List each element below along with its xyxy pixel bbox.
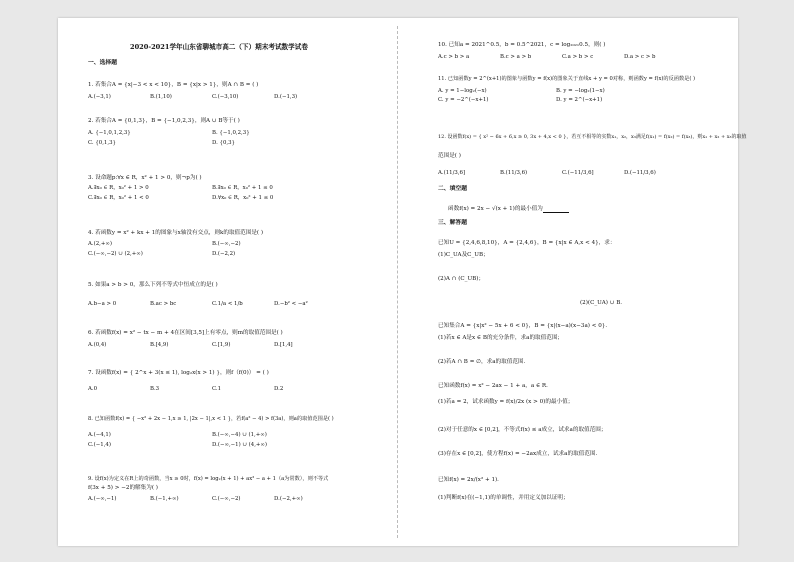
q10-option-d: D.a > c > b <box>624 54 656 60</box>
q13-answer-blank <box>543 207 569 213</box>
q14-part-1: (1)C_UA及C_UB； <box>438 252 489 258</box>
q10-option-b: B.c > a > b <box>500 54 532 60</box>
q11-option-c: C. y = −2^(−x+1) <box>438 97 489 103</box>
q1-stem: 1. 若集合A = {x|−3 < x < 10}，B = {x|x > 1}，则A ∩ B = ( ) <box>88 82 259 88</box>
q15-part-1: (1)若x ∈ A是x ∈ B的充分条件，求a的取值范围； <box>438 335 564 341</box>
q10-option-a: A.c > b > a <box>438 54 470 60</box>
q8-option-a: A.(−4,1) <box>88 432 111 438</box>
q12-option-c: C.(−11/3,6] <box>562 170 594 176</box>
q9-stem: 9. 设f(x)为定义在R上的奇函数，当x ≥ 0时，f(x) = log₂(x + 1) + ax² − a + 1（a为常数），则不等式 <box>88 476 329 482</box>
q7-option-c: C.1 <box>212 386 222 392</box>
q10-stem: 10. 已知a = 2021^0.5，b = 0.5^2021，c = log₂₀₂₁0.5，则( ) <box>438 42 606 48</box>
q6-option-c: C.[1,9) <box>212 342 231 348</box>
q12-stem: 12. 设函数f(x) = { x² − 6x + 6,x ≥ 0, 3x + 4,x < 0 }，若互不相等的实数x₁，x₂，x₃满足f(x₁) = f(x₂) = f(x₃)，则x₁ + x₂ + x₃的取值 <box>438 134 747 140</box>
q4-option-b: B.(−∞,−2) <box>212 241 241 247</box>
q12-option-b: B.(11/3,6) <box>500 170 528 176</box>
q7-option-b: B.3 <box>150 386 160 392</box>
q3-option-b: B.∃x₀ ∈ R，x₀² + 1 ≤ 0 <box>212 185 273 191</box>
q13-stem <box>448 206 569 213</box>
q14-stem: 已知U = {2,4,6,8,10}，A = {2,4,6}，B = {x|x ∈ A,x < 4}，求： <box>438 240 616 246</box>
q7-stem: 7. 设函数f(x) = { 2^x + 3(x ≤ 1), log₂x(x > 1) }，则f（f(0)） = ( ) <box>88 370 269 376</box>
q9-option-d: D.(−2,+∞) <box>274 496 303 502</box>
q6-option-a: A.(0,4) <box>88 342 107 348</box>
q4-option-c: C.(−∞,−2) ∪ (2,+∞) <box>88 251 143 257</box>
q14-part-2: (2)A ∩ (C_UB)； <box>438 276 485 282</box>
q3-option-c: C.∃x₀ ∈ R，x₀² + 1 < 0 <box>88 195 149 201</box>
q11-option-d: D. y = 2^(−x+1) <box>556 97 603 103</box>
q8-option-d: D.(−∞,−1) ∪ (4,+∞) <box>212 442 268 448</box>
q3-stem: 3. 设命题p:∀x ∈ R，x² + 1 > 0，则¬p为( ) <box>88 175 202 181</box>
q14-part-3: (2)(C_UA) ∪ B. <box>580 300 623 306</box>
q9-option-c: C.(−∞,−2) <box>212 496 241 502</box>
q6-option-d: D.[1,4] <box>274 342 293 348</box>
q12-stem-2: 范围是( ) <box>438 153 461 159</box>
q2-stem: 2. 若集合A = {0,1,3}，B = {−1,0,2,3}，则A ∪ B等于( ) <box>88 118 240 124</box>
q10-option-c: C.a > b > c <box>562 54 594 60</box>
q4-option-d: D.(−2,2) <box>212 251 236 257</box>
q9-stem-2: f(3x + 5) > −2的解集为( ) <box>88 485 158 491</box>
section-choice: 一、选择题 <box>88 60 117 66</box>
q8-stem: 8. 已知函数f(x) = { −x² + 2x − 1,x ≥ 1, |2x − 1|,x < 1 }，若f(a² − 4) > f(3a)，则a的取值范围是( ) <box>88 416 334 422</box>
section-fill: 二、填空题 <box>438 186 467 192</box>
q17-stem: 已知f(x) = 2x/(x² + 1)． <box>438 477 503 483</box>
q11-option-b: B. y = −log₂(1−x) <box>556 88 605 94</box>
q1-option-d: D.(−1,3) <box>274 94 298 100</box>
q8-option-b: B.(−∞,−4) ∪ (1,+∞) <box>212 432 267 438</box>
section-answer: 三、解答题 <box>438 220 467 226</box>
column-divider <box>397 26 398 538</box>
q1-option-c: C.(−3,10) <box>212 94 239 100</box>
q12-option-d: D.(−11/3,6) <box>624 170 656 176</box>
q1-option-b: B.(1,10) <box>150 94 172 100</box>
q3-option-a: A.∃x₀ ∈ R，x₀² + 1 > 0 <box>88 185 149 191</box>
q2-option-c: C. {0,1,3} <box>88 140 116 146</box>
q13-text: 函数f(x) = 2x − √(x + 1)的最小值为 <box>448 206 543 212</box>
right-column <box>408 18 747 546</box>
q16-part-1: (1)若a = 2，试求函数y = f(x)/2x (x > 0)的最小值； <box>438 399 574 405</box>
q2-option-a: A. {−1,0,1,2,3} <box>88 130 131 136</box>
q4-option-a: A.(2,+∞) <box>88 241 112 247</box>
q5-option-d: D.−b² < −a² <box>274 301 308 307</box>
q9-option-a: A.(−∞,−1) <box>88 496 117 502</box>
q16-part-2: (2)对于任意的x ∈ [0,2]，不等式f(x) ≤ a成立，试求a的取值范围； <box>438 427 607 433</box>
q12-option-a: A.(11/3,6] <box>438 170 466 176</box>
q11-option-a: A. y = 1−log₂(−x) <box>438 88 487 94</box>
q17-part-1: (1)判断f(x)在(−1,1)的单调性，并用定义加以证明； <box>438 495 569 501</box>
q1-option-a: A.(−3,1) <box>88 94 111 100</box>
q9-option-b: B.(−1,+∞) <box>150 496 179 502</box>
left-column <box>58 18 388 546</box>
q5-option-b: B.ac > bc <box>150 301 177 307</box>
q15-stem: 已知集合A = {x|x² − 5x + 6 < 0}，B = {x|(x−a)(x−3a) < 0}． <box>438 323 611 329</box>
q5-option-c: C.1/a < 1/b <box>212 301 243 307</box>
q8-option-c: C.(−1,4) <box>88 442 111 448</box>
exam-page <box>58 18 747 546</box>
q2-option-d: D. {0,3} <box>212 140 235 146</box>
q15-part-2: (2)若A ∩ B = ∅，求a的取值范围． <box>438 359 530 365</box>
q6-stem: 6. 若函数f(x) = x² − tx − m + 4在区间[3,5]上有零点，则m的取值范围是( ) <box>88 330 283 336</box>
q7-option-d: D.2 <box>274 386 284 392</box>
q5-option-a: A.b−a > 0 <box>88 301 117 307</box>
q6-option-b: B.[4,9) <box>150 342 169 348</box>
q16-stem: 已知函数f(x) = x² − 2ax − 1 + a，a ∈ R． <box>438 383 552 389</box>
q16-part-3: (3)存在x ∈ [0,2]，使方程f(x) = −2ax成立，试求a的取值范围． <box>438 451 602 457</box>
q5-stem: 5. 如果a > b > 0，那么下列不等式中恒成立的是( ) <box>88 282 218 288</box>
q2-option-b: B. {−1,0,2,3} <box>212 130 250 136</box>
q3-option-d: D.∀x₀ ∈ R，x₀² + 1 ≤ 0 <box>212 195 274 201</box>
exam-title: 2020-2021学年山东省聊城市高二（下）期末考试数学试卷 <box>130 43 308 51</box>
q7-option-a: A.0 <box>88 386 98 392</box>
q4-stem: 4. 若函数y = x² + kx + 1的图象与x轴没有交点，则k的取值范围是( ) <box>88 230 264 236</box>
q11-stem: 11. 已知函数y = 2^(x+1)的图象与函数y = f(x)的图象关于直线x + y = 0对称，则函数y = f(x)的反函数是( ) <box>438 76 696 82</box>
